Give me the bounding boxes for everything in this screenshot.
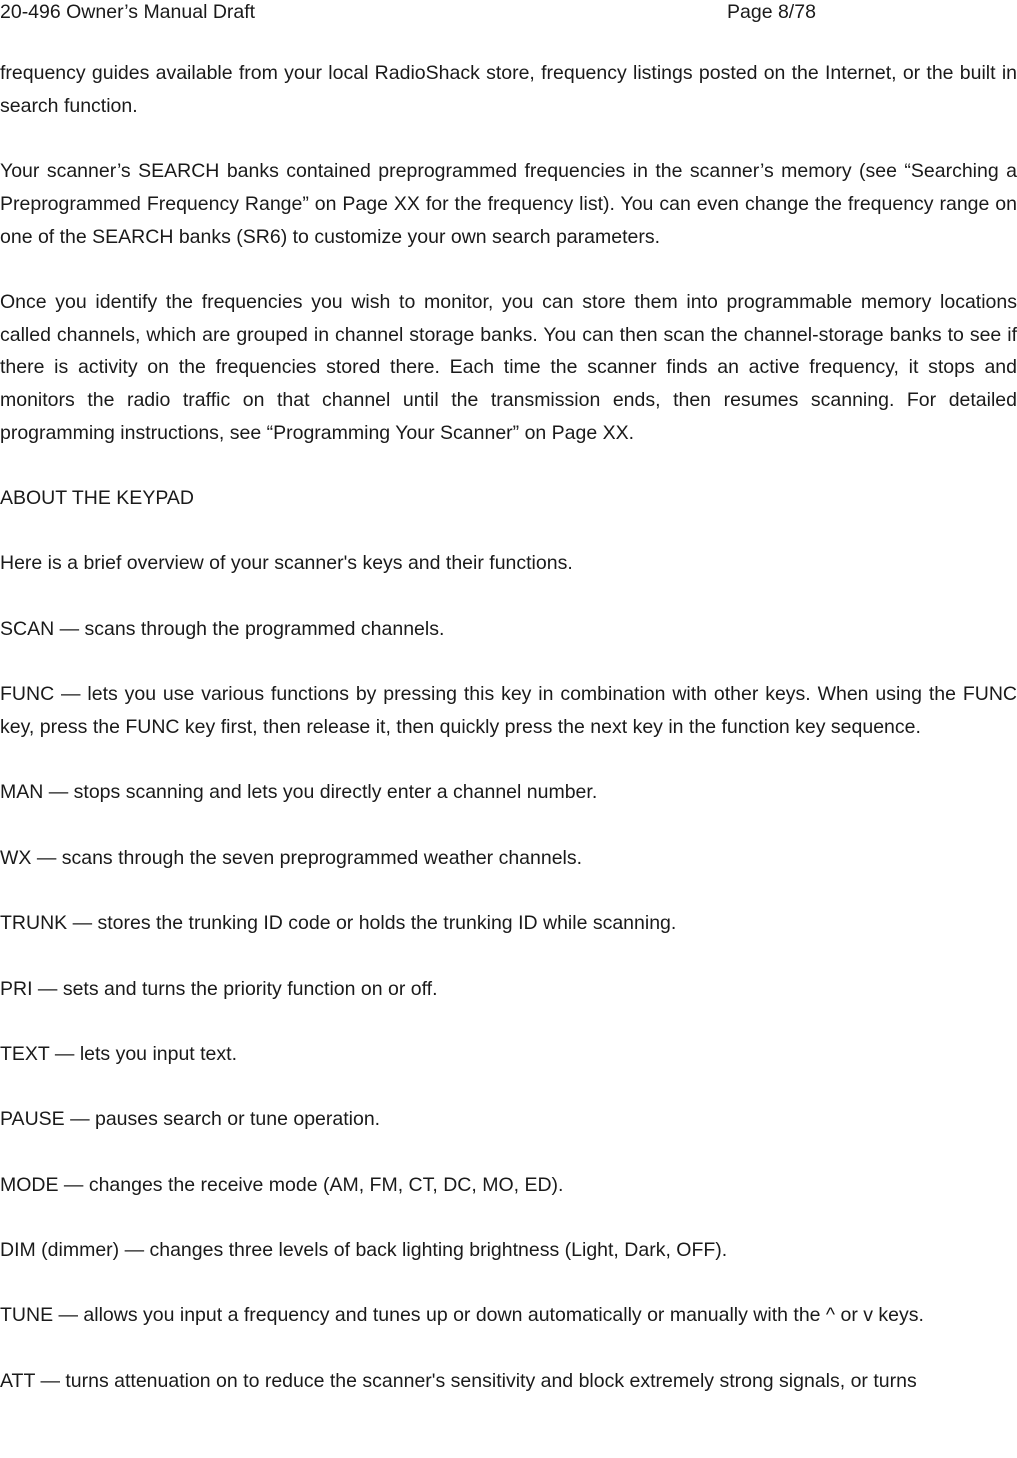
paragraph-channels: Once you identify the frequencies you wish to monitor, you can store them into programmable memory locations called channels, which are grouped in channel storage banks. You can then scan the channel-storage banks to see if there is activity on the frequencies stored there. Each time the scanner finds an active frequency, it stops and monitors the radio traffic on that channel until the transmission ends, then resumes scanning. For detailed programming instructions, see “Programming Your Scanner” on Page XX.	[0, 290, 1017, 444]
key-description-pri: PRI — sets and turns the priority function on or off.	[0, 977, 438, 1000]
key-description-trunk: TRUNK — stores the trunking ID code or holds the trunking ID while scanning.	[0, 912, 677, 935]
manual-body	[0, 57, 1017, 1430]
paragraph-keypad-intro: Here is a brief overview of your scanner's keys and their functions.	[0, 552, 573, 575]
key-description-mode: MODE — changes the receive mode (AM, FM, CT, DC, MO, ED).	[0, 1173, 564, 1196]
key-description-dim: DIM (dimmer) — changes three levels of back lighting brightness (Light, Dark, OFF).	[0, 1239, 728, 1262]
page-number: Page 8/78	[727, 1, 816, 23]
key-description-wx: WX — scans through the seven preprogrammed weather channels.	[0, 846, 583, 869]
document-title: 20-496 Owner’s Manual Draft	[0, 1, 256, 23]
key-description-pause: PAUSE — pauses search or tune operation.	[0, 1108, 381, 1131]
key-description-man: MAN — stops scanning and lets you directly enter a channel number.	[0, 781, 598, 804]
key-description-text: TEXT — lets you input text.	[0, 1042, 237, 1065]
page-header	[0, 0, 1017, 28]
key-description-scan: SCAN — scans through the programmed channels.	[0, 617, 445, 640]
paragraph-frequency-guides: frequency guides available from your local RadioShack store, frequency listings posted on the Internet, or the built in search function.	[0, 62, 1017, 117]
key-description-att: ATT — turns attenuation on to reduce the scanner's sensitivity and block extremely strong signals, or turns	[0, 1369, 917, 1392]
key-description-tune: TUNE — allows you input a frequency and tunes up or down automatically or manually with the ^ or v keys.	[0, 1304, 924, 1327]
section-heading-keypad: ABOUT THE KEYPAD	[0, 487, 194, 510]
key-description-func: FUNC — lets you use various functions by pressing this key in combination with other keys. When using the FUNC key, press the FUNC key first, then release it, then quickly press the next key in the function key sequence.	[0, 683, 1017, 738]
paragraph-search-banks: Your scanner’s SEARCH banks contained preprogrammed frequencies in the scanner’s memory (see “Searching a Preprogrammed Frequency Range” on Page XX for the frequency list). You can even change the frequency range on one of the SEARCH banks (SR6) to customize your own search parameters.	[0, 160, 1017, 248]
